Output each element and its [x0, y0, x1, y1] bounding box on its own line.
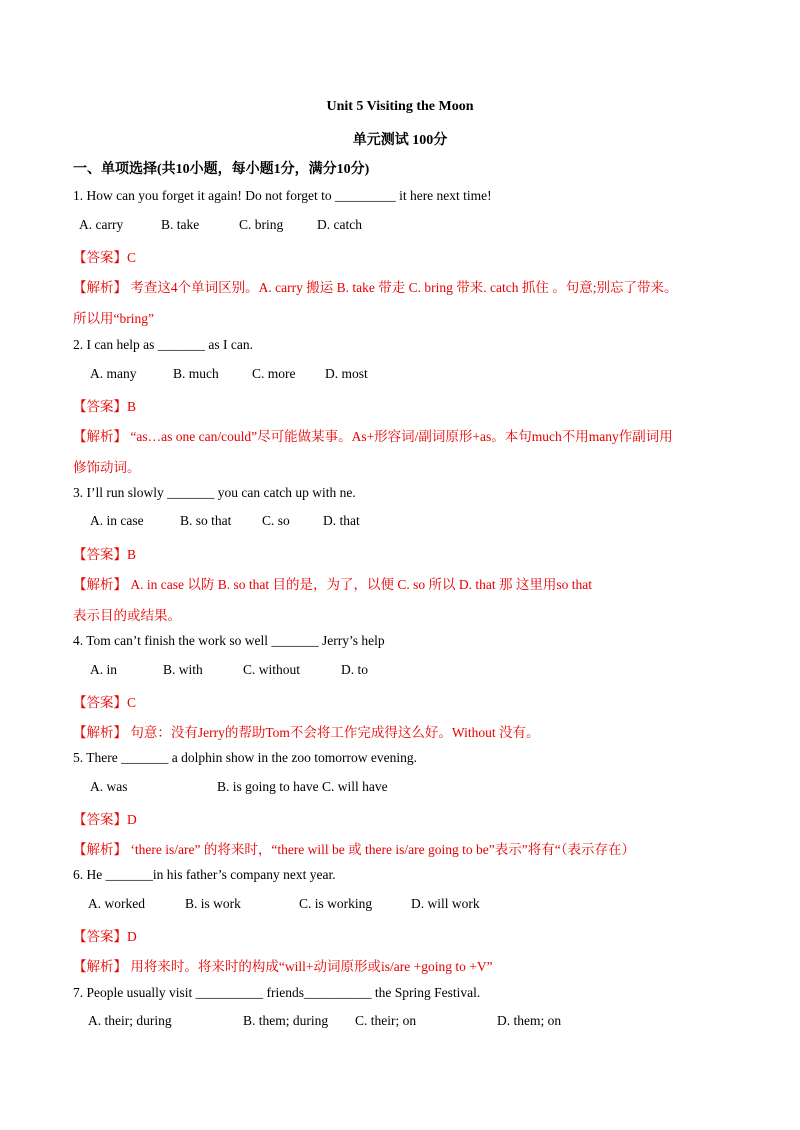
explanation-line: 【解析】 用将来时。将来时的构成“will+动词原形或is/are +going to +V” — [73, 959, 493, 974]
question-stem: 2. I can help as _______ as I can. — [73, 337, 253, 352]
option: A. their; during — [88, 1013, 172, 1028]
answer-line: 【答案】B — [73, 547, 137, 562]
answer-line: 【答案】C — [73, 695, 137, 710]
option: B. so that — [180, 513, 232, 528]
option: A. was — [90, 779, 128, 794]
option: C. is working — [299, 896, 373, 911]
explanation-line: 修饰动词。 — [73, 460, 141, 475]
explanation-line: 【解析】 考查这4个单词区别。A. carry 搬运 B. take 带走 C. bring 带来. catch 抓住 。句意;别忘了带来。 — [73, 280, 678, 295]
option: C. more — [252, 366, 296, 381]
answer-line: 【答案】B — [73, 399, 137, 414]
option: D. catch — [317, 217, 362, 232]
option: B. them; during — [243, 1013, 329, 1028]
option: D. them; on — [497, 1013, 562, 1028]
option: A. in — [90, 662, 117, 677]
question-stem: 7. People usually visit __________ friends__________ the Spring Festival. — [73, 985, 481, 1000]
option: A. many — [90, 366, 137, 381]
explanation-line: 【解析】 “as…as one can/could”尽可能做某事。As+形容词/副词原形+as。本句much不用many作副词用 — [73, 429, 673, 444]
option: C. without — [243, 662, 301, 677]
answer-line: 【答案】D — [73, 812, 137, 827]
option: C. their; on — [355, 1013, 417, 1028]
option: D. will work — [411, 896, 480, 911]
document-title: Unit 5 Visiting the Moon — [326, 99, 474, 114]
option: D. that — [323, 513, 360, 528]
option: A. carry — [79, 217, 124, 232]
option: A. in case — [90, 513, 144, 528]
section-heading: 一、单项选择(共10小题，每小题1分，满分10分) — [73, 162, 370, 177]
option: C. so — [262, 513, 290, 528]
option: C. bring — [239, 217, 284, 232]
option: D. to — [341, 662, 368, 677]
question-stem: 4. Tom can’t finish the work so well _______ Jerry’s help — [73, 633, 385, 648]
answer-line: 【答案】C — [73, 250, 137, 265]
answer-line: 【答案】D — [73, 929, 137, 944]
question-stem: 5. There _______ a dolphin show in the zoo tomorrow evening. — [73, 750, 417, 765]
option: B. take — [161, 217, 200, 232]
option: A. worked — [88, 896, 145, 911]
question-stem: 6. He _______in his father’s company next year. — [73, 867, 336, 882]
question-stem: 3. I’ll run slowly _______ you can catch up with ne. — [73, 485, 356, 500]
option: B. is going to have C. will have — [217, 779, 388, 794]
option: B. is work — [185, 896, 241, 911]
document-subtitle: 单元测试 100分 — [352, 133, 448, 148]
explanation-line: 【解析】 句意：没有Jerry的帮助Tom不会将工作完成得这么好。Without 没有。 — [73, 725, 540, 740]
explanation-line: 表示目的或结果。 — [73, 608, 181, 623]
option: D. most — [325, 366, 368, 381]
question-stem: 1. How can you forget it again! Do not forget to _________ it here next time! — [73, 188, 492, 203]
option: B. much — [173, 366, 219, 381]
explanation-line: 【解析】 ‘there is/are” 的将来时，“there will be 或 there is/are going to be”表示”将有“（表示存在） — [73, 842, 635, 857]
option: B. with — [163, 662, 203, 677]
explanation-line: 所以用“bring” — [73, 311, 154, 326]
explanation-line: 【解析】 A. in case 以防 B. so that 目的是，为了，以便 C. so 所以 D. that 那 这里用so that — [73, 577, 592, 592]
